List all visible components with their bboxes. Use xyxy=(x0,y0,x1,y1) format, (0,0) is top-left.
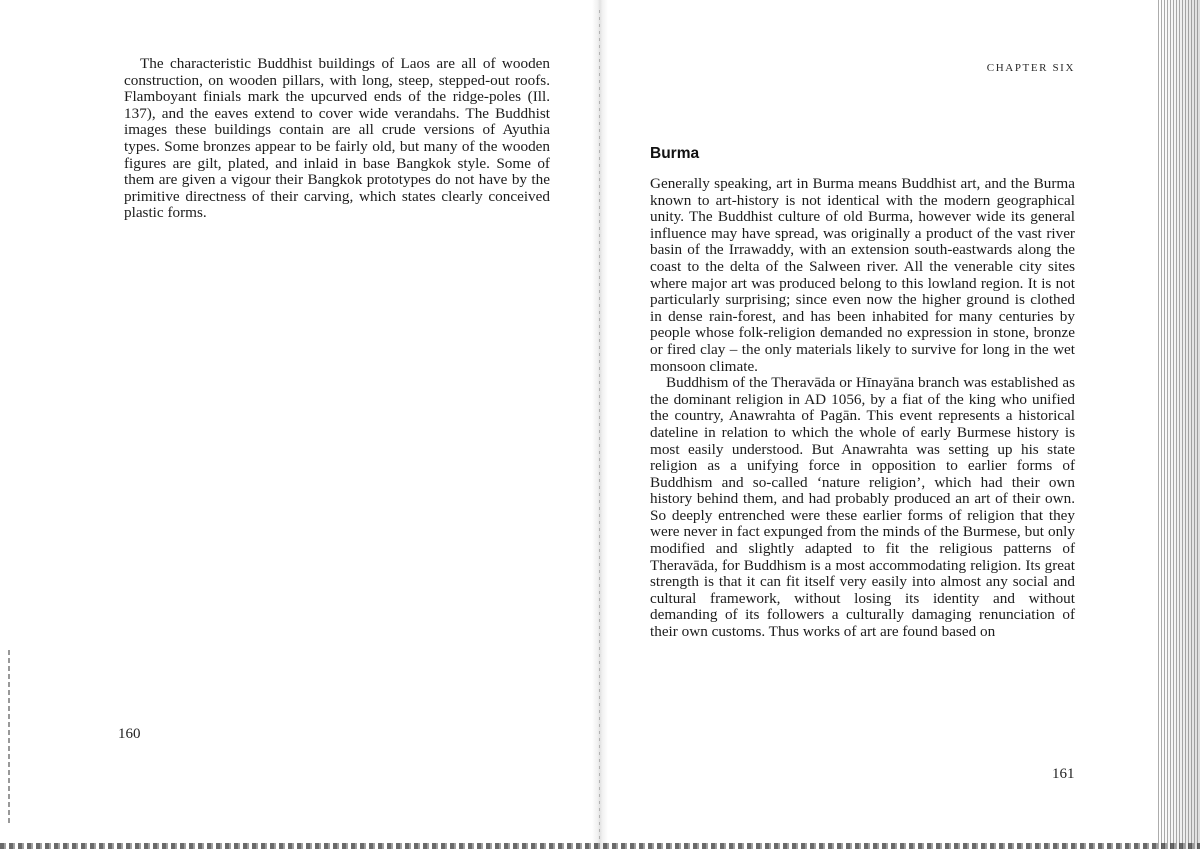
left-page-body xyxy=(124,56,550,222)
page-edge-shadow xyxy=(1158,0,1200,849)
left-page xyxy=(0,0,598,849)
right-page-body xyxy=(650,176,1075,641)
bottom-edge-shadow xyxy=(0,843,1200,849)
left-paragraph: The characteristic Buddhist buildings of Laos are all of wooden construction, on wooden pillars, with long, steep, stepped-out roofs. Flamboyant finials mark the upcurved ends of the ridge-poles (Ill. 137), and the eaves extend to cover wide verandahs. The Buddhist images these buildings contain are all crude versions of Ayuthia types. Some bronzes appear to be fairly old, but many of the wooden figures are gilt, plated, and inlaid in base Bangkok style. Some of them are given a vigour their Bangkok prototypes do not have by the primitive directness of their carving, which states clearly conceived plastic forms. xyxy=(124,55,550,222)
right-page-number: 161 xyxy=(1052,766,1075,782)
right-paragraph-2: Buddhism of the Theravāda or Hīnayāna branch was established as the dominant religion in AD 1056, by a fiat of the king who unified the country, Anawrahta of Pagān. This event represents a historical dateline in relation to which the whole of early Burmese history is most easily understood. But Anawrahta was setting up his state religion as a unifying force in opposition to earlier forms of Buddhism and so-called ‘nature religion’, which had their own history behind them, and had probably produced an art of their own. So deeply entrenched were these earlier forms of religion that they were never in fact expunged from the minds of the Burmese, but only modified and slightly adapted to fit the religious patterns of Theravāda, for Buddhism is a most accommodating religion. Its great strength is that it can fit itself very easily into almost any social and cultural framework, without losing its identity and without demanding of its followers a culturally damaging renunciation of their own customs. Thus works of art are found based on xyxy=(650,374,1075,641)
left-page-number: 160 xyxy=(118,726,141,742)
left-edge-mark xyxy=(8,650,10,825)
section-heading: Burma xyxy=(650,145,700,162)
chapter-label: CHAPTER SIX xyxy=(986,62,1075,74)
right-paragraph-1: Generally speaking, art in Burma means Buddhist art, and the Burma known to art-history is not identical with the modern geographical unity. The Buddhist culture of old Burma, however wide its general influence may have spread, was originally a product of the vast river basin of the Irrawaddy, with an extension south-eastwards along the coast to the delta of the Salween river. All the venerable city sites where major art was produced belong to this lowland region. It is not particularly surprising; since even now the higher ground is clothed in dense rain-forest, and has been inhabited for many centuries by people whose folk-religion demanded no expression in stone, bronze or fired clay – the only materials likely to survive for long in the wet monsoon climate. xyxy=(650,175,1075,375)
